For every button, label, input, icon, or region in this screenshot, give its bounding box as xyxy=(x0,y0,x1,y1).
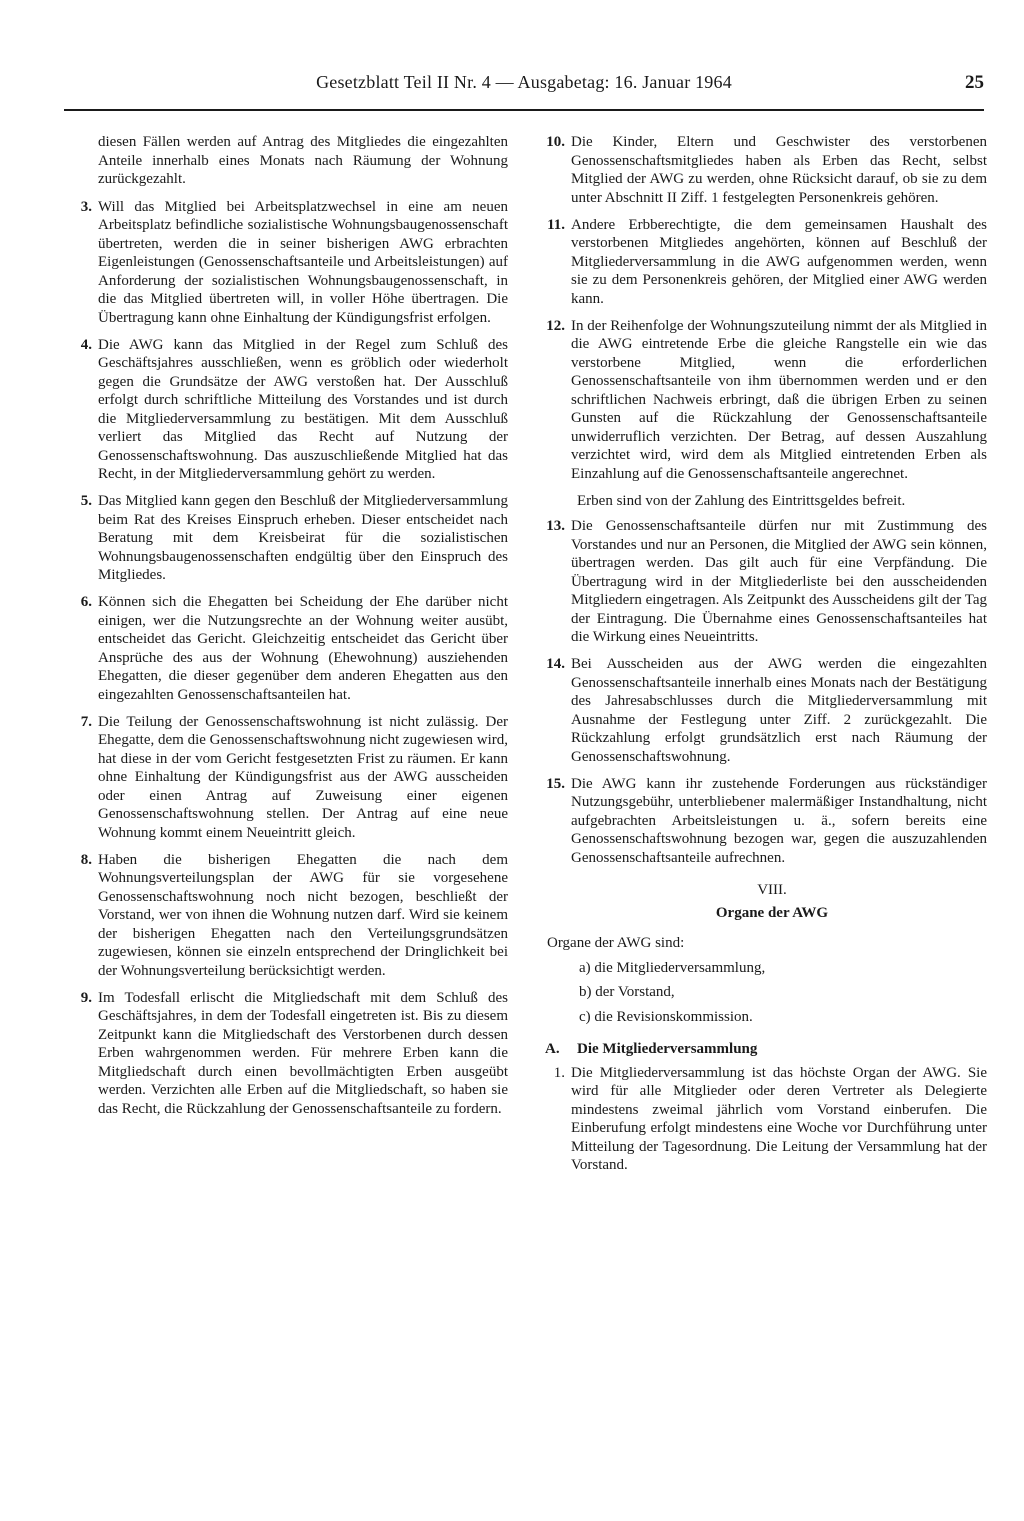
paragraph-text: In der Reihenfolge der Wohnungszuteilung nimmt der als Mitglied in die AWG eintretende Erbe die gleiche Rangstelle ein wie das verstorbene Mitglied, wenn die erforderlichen Genossenschaftsanteile von ihm übernommen werden und er den schriftlichen Nachweis erbringt, daß die übrigen Erben zu seinen Gunsten auf die Rückzahlung der Genossenschaftsanteile unwiderruflich verzichten. Der Betrag, auf dessen Auszahlung verzichtet wird, wird dem als Mitglied eintretenden Erben als Einzahlung auf die Genossenschaftsanteile angerechnet. xyxy=(571,317,987,482)
page-number: 25 xyxy=(965,72,984,93)
paragraph-10 xyxy=(537,133,987,207)
paragraph-7 xyxy=(64,713,508,843)
paragraph-number: 13. xyxy=(546,518,565,534)
paragraph-12-continuation: Erben sind von der Zahlung des Eintrittsgeldes befreit. xyxy=(577,492,906,509)
paragraph-13 xyxy=(537,517,987,647)
subsection-paragraph-1 xyxy=(537,1064,987,1175)
paragraph-9 xyxy=(64,989,508,1119)
paragraph-15 xyxy=(537,775,987,868)
header-title: Gesetzblatt Teil II Nr. 4 — Ausgabetag: 16. Januar 1964 xyxy=(316,72,732,92)
section-number: VIII. xyxy=(757,882,787,898)
paragraph-3 xyxy=(64,198,508,328)
subsection-heading xyxy=(537,1040,987,1059)
page-header xyxy=(64,72,984,98)
paragraph-number: 3. xyxy=(80,198,92,215)
paragraph-number: 7. xyxy=(80,713,92,730)
organ-list-item: b) der Vorstand, xyxy=(579,984,675,1000)
organ-list-item: a) die Mitgliederversammlung, xyxy=(579,959,766,976)
section-title: Organe der AWG xyxy=(715,904,829,921)
paragraph-number: 9. xyxy=(80,989,92,1006)
paragraph-8 xyxy=(64,851,508,981)
paragraph-number: 1. xyxy=(553,1064,565,1081)
right-column xyxy=(537,133,987,1183)
paragraph-14 xyxy=(537,655,987,766)
paragraph-6 xyxy=(64,593,508,704)
paragraph-number: 11. xyxy=(547,216,565,233)
left-column xyxy=(64,133,508,1127)
paragraph-text: Haben die bisherigen Ehegatten die nach dem Wohnungsverteilungsplan der AWG für sie vorgesehene Genossenschaftswohnung noch nicht bezogen, beschließt der Vorstand, wer von ihnen die Wohnung nutzen darf. Wird sie keinem der bisherigen Ehegatten nach den Verteilungsgrundsätzen zugewiesen, können sie einzeln entsprechend der Dringlichkeit bei der Wohnungsverteilung berücksichtigt werden. xyxy=(98,851,508,979)
paragraph-4 xyxy=(64,336,508,484)
paragraph-11 xyxy=(537,216,987,309)
paragraph-number: 8. xyxy=(80,851,92,868)
paragraph-text: Das Mitglied kann gegen den Beschluß der Mitgliederversammlung beim Rat des Kreises Einspruch erheben. Dieser entscheidet nach Beratung mit dem Kreisbeirat für die sozialistischen Wohnungsbaugenossenschaften endgültig über den Einspruch des Mitgliedes. xyxy=(98,493,508,583)
paragraph-text: Die AWG kann das Mitglied in der Regel zum Schluß des Geschäftsjahres ausschließen, wenn es gröblich oder wiederholt gegen die Grundsätze der AWG verstoßen hat. Der Ausschluß erfolgt durch schriftliche Mitteilung des Vorstandes und ist durch die Mitgliederversammlung zu bestätigen. Mit dem Ausschluß verliert das Mitglied das Recht auf Nutzung der Genossenschaftswohnung. Das auszuschließende Mitglied hat das Recht, in der Mitgliederversammlung gehört zu werden. xyxy=(98,336,508,482)
paragraph-text: Die Mitgliederversammlung ist das höchste Organ der AWG. Sie wird für alle Mitglieder oder deren Vertreter als Delegierte mindestens zweimal jährlich vom Vorstand einberufen. Die Einberufung erfolgt mindestens eine Woche vor Durchführung unter Mitteilung der Tagesordnung. Die Leitung der Versammlung hat der Vorstand. xyxy=(571,1064,987,1173)
paragraph-number: 14. xyxy=(546,656,565,672)
paragraph-text: Bei Ausscheiden aus der AWG werden die eingezahlten Genossenschaftsanteile innerhalb eines Monats nach der Bestätigung des Jahresabschlusses durch die Mitgliederversammlung mit Ausnahme der Festlegung unter Ziff. 2 zurückgezahlt. Die Rückzahlung erfolgt grundsätzlich erst nach Räumung der Genossenschaftswohnung. xyxy=(571,656,987,765)
continuation-paragraph: diesen Fällen werden auf Antrag des Mitgliedes die eingezahlten Anteile innerhalb eines Monats nach Räumung der Wohnung zurückgezahlt. xyxy=(98,134,508,187)
paragraph-number: 4. xyxy=(80,336,92,353)
organ-list-item: c) die Revisionskommission. xyxy=(579,1008,753,1025)
paragraph-text: Die AWG kann ihr zustehende Forderungen aus rückständiger Nutzungsgebühr, unterbliebener malermäßiger Instandhaltung, nicht aufgebrachten Arbeitsleistungen u. ä., sofern bereits eine Genossenschaftswohnung bezogen war, gegen die auszuzahlenden Genossenschaftsanteile aufrechnen. xyxy=(571,775,987,866)
paragraph-text: Die Teilung der Genossenschaftswohnung ist nicht zulässig. Der Ehegatte, dem die Genossenschaftswohnung nicht zugewiesen wird, hat diese in der vom Gericht festgesetzten Frist zu räumen. Er kann ohne Einhaltung der Kündigungsfrist aus der AWG ausscheiden oder einen Antrag auf Zuweisung einer eigenen Genossenschaftswohnung stellen. Der Antrag auf eine neue Wohnung kommt einem Neueintritt gleich. xyxy=(98,713,508,841)
paragraph-text: Im Todesfall erlischt die Mitgliedschaft mit dem Schluß des Geschäftsjahres, in dem der Todesfall eingetreten ist. Bis zu diesem Zeitpunkt kann die Mitgliedschaft des Verstorbenen durch dessen Erben wahrgenommen werden. Für mehrere Erben kann die Mitgliedschaft durch einen bevollmächtigten Erben ausgeübt werden. Verzichten alle Erben auf die Mitgliedschaft, so haben sie das Recht, die Rückzahlung der Genossenschaftsanteile zu fordern. xyxy=(98,989,508,1117)
subsection-letter: A. xyxy=(545,1041,560,1057)
paragraph-text: Die Kinder, Eltern und Geschwister des verstorbenen Genossenschaftsmitgliedes haben als Erben das Recht, selbst Mitglied der AWG zu werden, ohne Rücksicht darauf, ob sie zu dem unter Abschnitt II Ziff. 1 festgelegten Personenkreis gehören. xyxy=(571,134,987,206)
paragraph-text: Will das Mitglied bei Arbeitsplatzwechsel in eine am neuen Arbeitsplatz befindliche sozialistische Wohnungsbaugenossenschaft übertreten, werden die in seiner bisherigen AWG erbrachten Eigenleistungen (Genossenschaftsanteile und Arbeitsleistungen) auf Anforderung der sozialistischen Wohnungsbaugenossenschaft, in die das Mitglied übertreten will, in voller Höhe übertragen. Die Übertragung kann ohne Einhaltung der Kündigungsfrist erfolgen. xyxy=(98,198,508,326)
paragraph-number: 6. xyxy=(80,594,92,610)
paragraph-text: Andere Erbberechtigte, die dem gemeinsamen Haushalt des verstorbenen Mitgliedes angehörten, können auf Beschluß der Mitgliederversammlung in die AWG aufgenommen werden, wenn sie zu dem Personenkreis gehören, der Mitglied einer AWG werden kann. xyxy=(571,216,987,307)
paragraph-text: Die Genossenschaftsanteile dürfen nur mit Zustimmung des Vorstandes und nur an Personen, die Mitglied der AWG sein können, übertragen werden. Das gilt auch für eine Verpfändung. Die Übertragung wird in der Mitgliederliste bei den ausscheidenden Mitgliedern eingetragen. Als Zeitpunkt des Ausscheidens gilt der Tag der Eintragung. Die Übernahme eines Genossenschaftsanteiles hat die Wirkung eines Neueintritts. xyxy=(571,518,987,645)
paragraph-number: 10. xyxy=(546,134,565,150)
section-intro: Organe der AWG sind: xyxy=(547,935,685,951)
paragraph-number: 12. xyxy=(546,317,565,334)
paragraph-number: 5. xyxy=(80,493,92,509)
paragraph-number: 15. xyxy=(546,775,565,792)
paragraph-5 xyxy=(64,492,508,585)
header-rule xyxy=(64,109,984,111)
subsection-title: Die Mitgliederversammlung xyxy=(577,1041,758,1057)
paragraph-12 xyxy=(537,317,987,484)
paragraph-text: Können sich die Ehegatten bei Scheidung der Ehe darüber nicht einigen, wer die Nutzungsrechte an der Wohnung weiter ausübt, entscheidet das Gericht. Gleichzeitig entscheidet das Gericht über Ansprüche des aus der Wohnung (Ehewohnung) ausziehenden Ehegatten, die dieser gegenüber dem anderen Ehegatten aus den eingezahlten Genossenschaftsanteilen hat. xyxy=(98,594,508,703)
